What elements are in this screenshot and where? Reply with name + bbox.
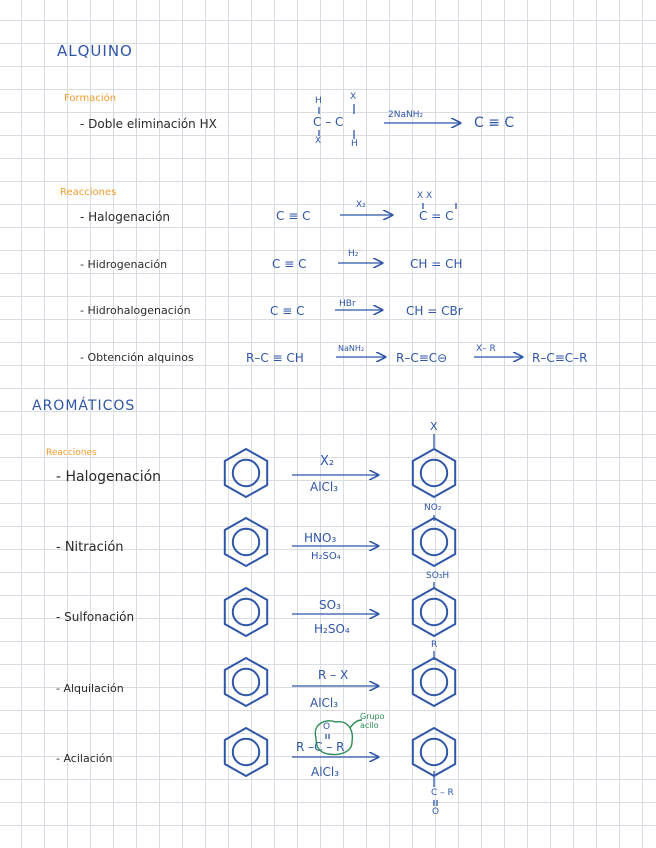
alquino-product: CH = CH [410,257,463,271]
formacion-reagent: 2NaNH₂ [388,110,424,120]
section-title-aromaticos: AROMÁTICOS [32,398,136,414]
alquino-reaction-name: - Hidrogenación [80,258,168,271]
benzene-product-aromatic-circle [421,669,447,695]
benzene-reactant [225,449,267,497]
benzene-reactant-aromatic-circle [233,669,259,695]
acyl-reagent-oxygen: O [323,722,331,732]
formacion-mid: C – C [313,115,344,129]
alquino-reactant: C ≡ C [272,257,307,271]
alquino-reactant: C ≡ C [276,209,311,223]
subtitle-reacciones-alquino: Reacciones [60,187,117,198]
benzene-product-aromatic-circle [421,739,447,765]
subtitle-formacion: Formación [64,93,117,104]
aromatic-reaction-name: - Nitración [56,540,124,555]
alquino-reactant: C ≡ C [270,304,305,318]
alquino-reagent: NaNH₂ [338,344,365,353]
benzene-product-aromatic-circle [421,529,447,555]
benzene-reactant [225,518,267,566]
benzene-reactant-aromatic-circle [233,460,259,486]
aromatic-reaction-name: - Alquilación [56,682,124,695]
alquino-reaction-name: - Halogenación [80,210,171,224]
aromatic-reagent-top: R –C – R [296,740,345,754]
alquino-reagent: HBr [339,299,356,309]
benzene-reactant-aromatic-circle [233,739,259,765]
aromatic-reagent-top: HNO₃ [304,531,337,545]
acyl-group-note: Grupo acilo [360,712,385,730]
benzene-product-aromatic-circle [421,599,447,625]
aromatic-substituent: C – R [431,788,454,798]
benzene-product [413,658,455,706]
benzene-product [413,449,455,497]
benzene-product-aromatic-circle [421,460,447,486]
benzene-product [413,518,455,566]
aromatic-reaction-name: - Halogenación [56,469,162,485]
benzene-reactant [225,658,267,706]
benzene-reactant [225,588,267,636]
formacion-bot-right: H [351,139,358,149]
aromatic-reagent-bottom: H₂SO₄ [314,622,350,636]
alquino-product: R–C≡C⊖ [396,351,448,365]
subtitle-reacciones-aromaticos: Reacciones [46,448,97,458]
benzene-product [413,728,455,776]
aromatic-substituent: X [430,420,438,433]
alquino-reactant: R–C ≡ CH [246,351,304,365]
alquino-reaction-name: - Hidrohalogenación [80,304,191,317]
alquino-product: C = C [419,209,454,223]
alquino-reaction-name: - Obtención alquinos [80,351,194,364]
aromatic-reagent-bottom: AlCl₃ [310,696,339,710]
alquino-reagent: H₂ [348,249,359,259]
section-title-alquino: ALQUINO [57,42,133,60]
aromatic-substituent: R [431,640,438,650]
aromatic-substituent: SO₃H [426,571,450,581]
alquino-product-2: R–C≡C–R [532,351,588,365]
benzene-reactant-aromatic-circle [233,599,259,625]
benzene-reactant-aromatic-circle [233,529,259,555]
formacion-top-right: X [350,92,357,102]
formacion-bot-left: X [315,136,322,146]
aromatic-reagent-bottom: AlCl₃ [310,480,339,494]
aromatic-reaction-name: - Sulfonación [56,610,135,624]
benzene-product [413,588,455,636]
alquino-reagent: X₂ [356,200,366,210]
alquino-product-top: X X [417,191,433,201]
aromatic-reagent-bottom: H₂SO₄ [311,551,341,562]
aromatic-reagent-top: R – X [318,668,349,682]
acyl-product-oxygen: O [432,807,440,817]
aromatic-reagent-top: X₂ [320,454,335,469]
aromatic-reagent-bottom: AlCl₃ [311,765,340,779]
alquino-reagent-2: X– R [476,344,496,354]
aromatic-substituent: NO₂ [424,503,442,513]
benzene-reactant [225,728,267,776]
aromatic-reaction-name: - Acilación [56,752,113,765]
aromatic-reagent-top: SO₃ [319,598,341,612]
formacion-product: C ≡ C [474,115,515,131]
formacion-top-left: H [315,96,322,106]
formacion-item: - Doble eliminación HX [80,117,217,131]
alquino-product: CH = CBr [406,304,463,318]
